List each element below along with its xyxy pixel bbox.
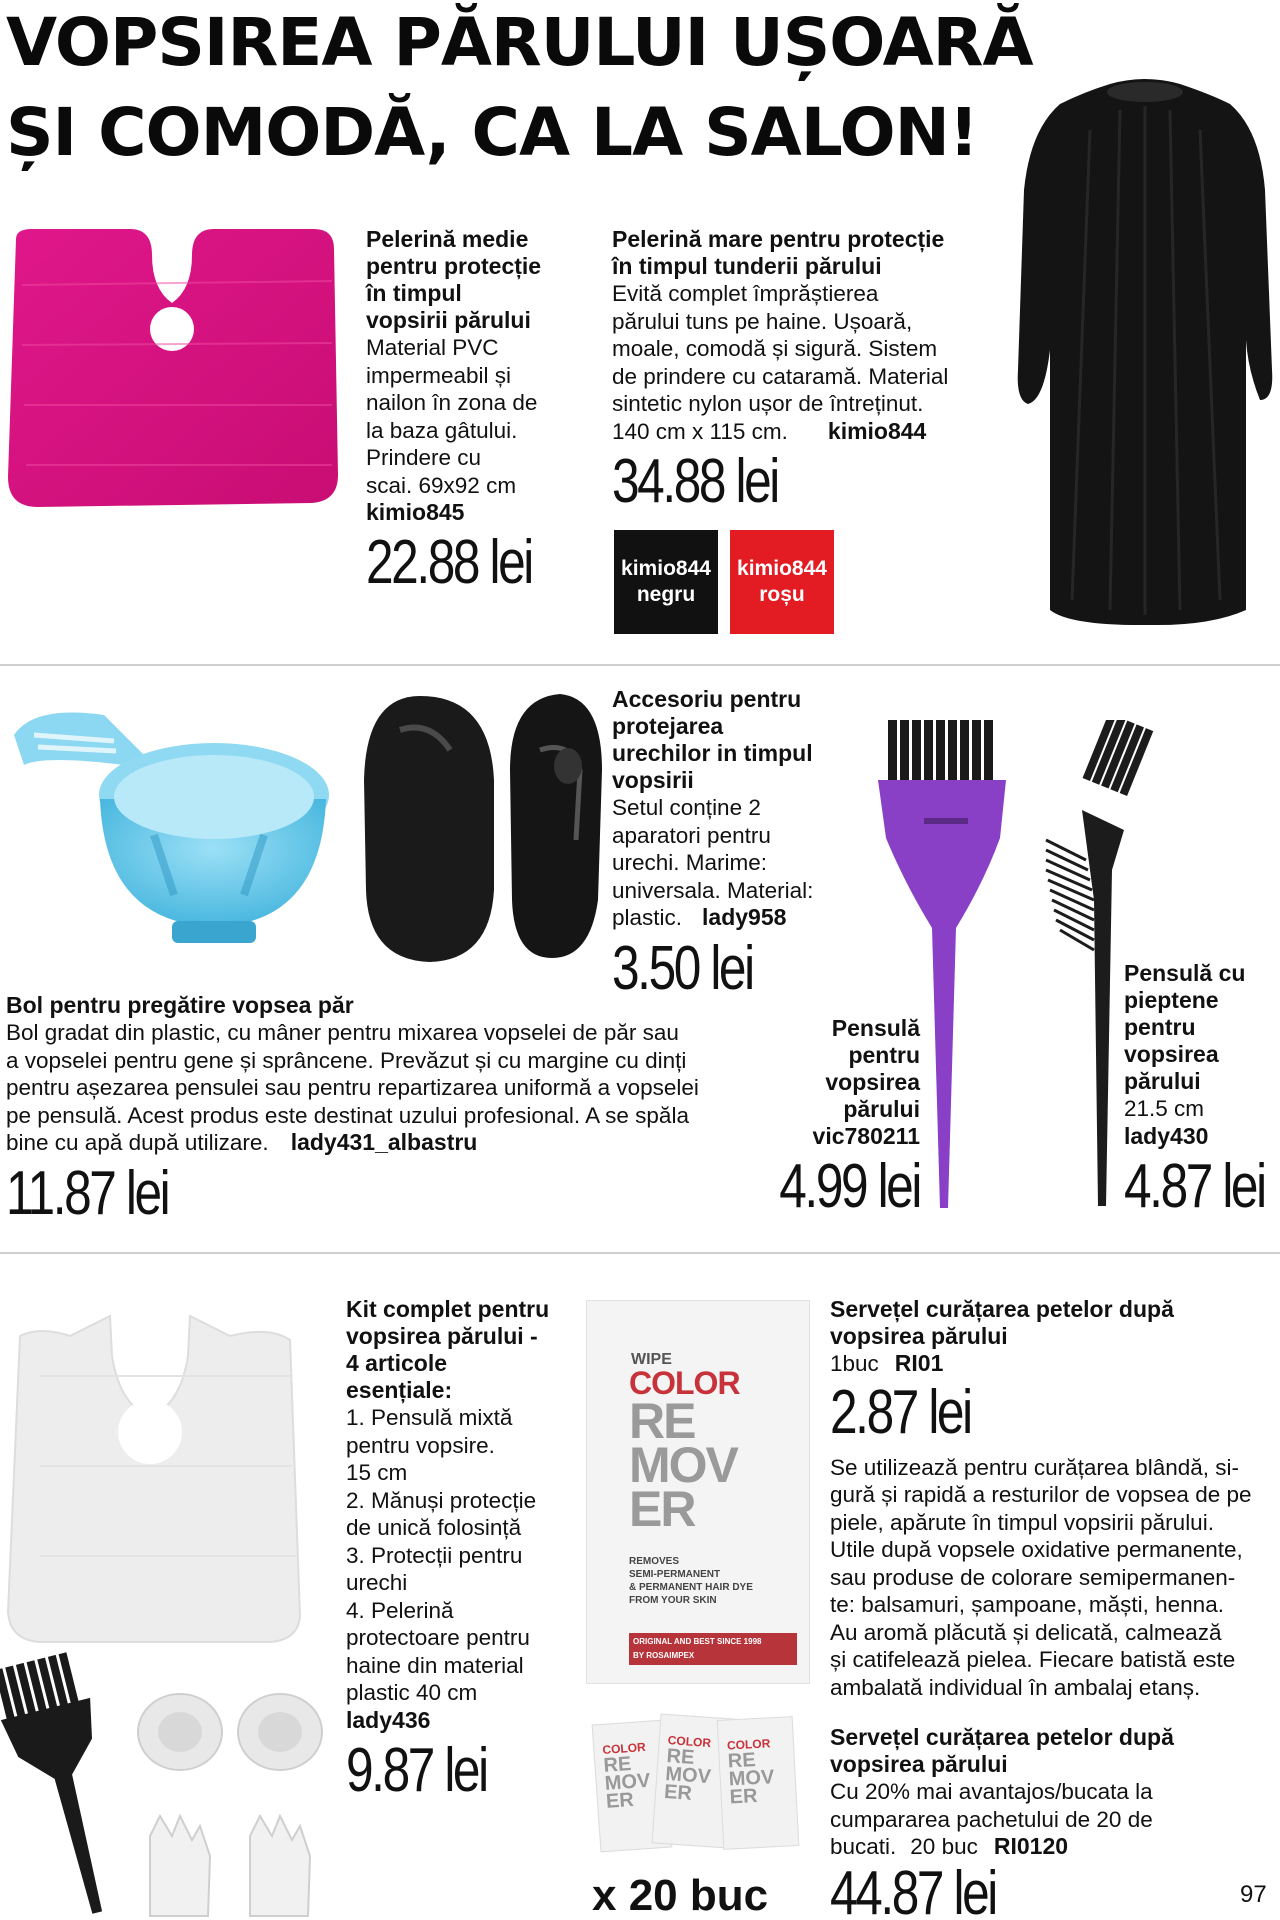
section-divider-1 bbox=[0, 664, 1280, 666]
ear-protector-price: 3.50 lei bbox=[612, 933, 753, 1003]
kit-description: 1. Pensulă mixtă pentru vopsire. 15 cm 2. Mănuși protecție de unică folosință 3. Protecții pentru urechi 4. Pelerină protectoare pentru haine din material plastic 40 cm bbox=[346, 1405, 537, 1705]
mini-packet-1-remover: RE MOV ER bbox=[602, 1753, 652, 1813]
cape-large-description: Evită complet împrăștierea părului tuns pe haine. Ușoară, moale, comodă și sigură. Sistem de prindere cu cataramă. Material sintetic nylon ușor de întreținut. 140 cm x 115 cm. kimio844 bbox=[612, 281, 949, 444]
ear-protector-description: Setul conține 2 aparatori pentru urechi. Marime: universala. Material: plastic. lady958 bbox=[612, 795, 814, 930]
cape-large-code: kimio844 bbox=[827, 417, 927, 444]
wipe-single-qty: 1buc bbox=[830, 1351, 879, 1376]
wipe-single-title: Servețel curățarea petelor după vopsirea părului bbox=[830, 1296, 1174, 1349]
mini-packet-3-remover: RE MOV ER bbox=[727, 1749, 775, 1809]
ear-protectors-image bbox=[340, 690, 610, 970]
cape-large-info bbox=[612, 226, 1002, 515]
mixing-bowl-image bbox=[4, 695, 334, 965]
kit-info bbox=[346, 1296, 586, 1804]
bowl-info bbox=[6, 992, 766, 1227]
ear-protector-code: lady958 bbox=[702, 904, 787, 930]
mini-packet-2-remover: RE MOV ER bbox=[663, 1745, 712, 1805]
mini-packet-3-color: COLOR bbox=[726, 1736, 771, 1753]
pink-cape-image bbox=[2, 225, 342, 515]
cape-medium-info bbox=[366, 226, 596, 596]
headline bbox=[6, 0, 1046, 178]
wipe-single-code: RI01 bbox=[894, 1350, 944, 1376]
page-number: 97 bbox=[1240, 1881, 1267, 1908]
multiplier-label: x 20 buc bbox=[592, 1871, 769, 1920]
cape-medium-description: Material PVC impermeabil și nailon în zona de la baza gâtului. Prindere cu scai. 69x92 cm bbox=[366, 335, 538, 498]
packet-removes-text: REMOVES SEMI-PERMANENT & PERMANENT HAIR DYE FROM YOUR SKIN bbox=[629, 1556, 753, 1606]
comb-brush-info bbox=[1124, 960, 1274, 1220]
variant-swatch-black[interactable]: kimio844 negru bbox=[614, 530, 718, 634]
brush-info bbox=[740, 1015, 920, 1220]
wipe-pack-code: RI0120 bbox=[993, 1833, 1069, 1859]
headline-line-1: VOPSIREA PĂRULUI UȘOARĂ bbox=[6, 4, 1033, 81]
wipe-pack-qty: 20 buc bbox=[910, 1834, 978, 1859]
comb-brush-code: lady430 bbox=[1124, 1122, 1209, 1149]
wipe-single-price: 2.87 lei bbox=[830, 1377, 971, 1447]
brush-price: 4.99 lei bbox=[779, 1152, 920, 1221]
cape-large-price: 34.88 lei bbox=[612, 447, 778, 516]
variant-swatch-red[interactable]: kimio844 roșu bbox=[730, 530, 834, 634]
comb-brush-title: Pensulă cu pieptene pentru vopsirea părului bbox=[1124, 960, 1246, 1094]
wipe-single-description: Se utilizează pentru curățarea blândă, si- gură și rapidă a resturilor de vopsea de pe piele, apărute în timpul vopsirii părului. Utile după vopsele oxidative permanente, sau produse de colorare semipermanen- te: balsamuri, șampoane, măști, henna. Au aromă plăcută și delicată, calmează și catifelează pielea. Fiecare batistă este ambalată individual în ambalaj etanș. bbox=[830, 1454, 1252, 1700]
ear-protector-info bbox=[612, 686, 842, 1002]
cape-medium-price: 22.88 lei bbox=[366, 528, 532, 597]
bowl-price: 11.87 lei bbox=[6, 1158, 169, 1228]
cape-medium-title: Pelerină medie pentru protecție în timpul vopsirii părului bbox=[366, 226, 542, 333]
kit-title: Kit complet pentru vopsirea părului - 4 articole esențiale: bbox=[346, 1296, 550, 1403]
section-divider-2 bbox=[0, 1252, 1280, 1254]
black-cape-image bbox=[1010, 70, 1280, 630]
wipe-pack-price: 44.87 lei bbox=[830, 1858, 996, 1920]
mini-packet-3 bbox=[717, 1716, 800, 1850]
wipe-pack-info bbox=[830, 1724, 1260, 1920]
bowl-description: Bol gradat din plastic, cu mâner pentru mixarea vopselei de păr sau a vopselei pentru gene și sprâncene. Prevăzut și cu margine cu dinți pentru așezarea pensulei sau pentru repartizarea uniformă a vopselei pe pensulă. Acest produs este destinat uzului profesional. A se spăla bine cu apă după utilizare. lady431_albastru bbox=[6, 1020, 699, 1155]
comb-brush-price: 4.87 lei bbox=[1124, 1151, 1265, 1221]
bowl-code: lady431_albastru bbox=[290, 1129, 478, 1155]
cape-medium-code: kimio845 bbox=[366, 499, 465, 525]
wipe-pack-description: Cu 20% mai avantajos/bucata la cumpararea pachetului de 20 de bucati. 20 buc RI0120 bbox=[830, 1779, 1153, 1859]
mini-packet-2-color: COLOR bbox=[667, 1733, 712, 1751]
cape-large-title: Pelerină mare pentru protecție în timpul tunderii părului bbox=[612, 226, 945, 279]
wipe-pack-title: Servețel curățarea petelor după vopsirea părului bbox=[830, 1724, 1174, 1777]
color-remover-packet bbox=[586, 1300, 810, 1684]
packet-banner: ORIGINAL AND BEST SINCE 1998 BY ROSAIMPEX bbox=[629, 1633, 797, 1665]
headline-line-2: ȘI COMODĂ, CA LA SALON! bbox=[6, 94, 978, 171]
comb-brush-description: 21.5 cm bbox=[1124, 1096, 1205, 1121]
kit-image bbox=[0, 1296, 330, 1920]
kit-price: 9.87 lei bbox=[346, 1735, 487, 1805]
packet-wipe-label: WIPE bbox=[631, 1351, 672, 1368]
wipe-single-info bbox=[830, 1296, 1276, 1701]
packet-color-label: COLOR bbox=[629, 1365, 740, 1401]
kit-code: lady436 bbox=[346, 1706, 431, 1733]
packet-remover-label: RE MOV ER bbox=[629, 1393, 737, 1537]
brush-code: vic780211 bbox=[812, 1123, 920, 1149]
mini-packet-1-color: COLOR bbox=[601, 1739, 647, 1757]
bowl-title: Bol pentru pregătire vopsea păr bbox=[6, 992, 354, 1018]
brush-title: Pensulă pentru vopsirea părului bbox=[825, 1015, 920, 1122]
ear-protector-title: Accesoriu pentru protejarea urechilor in timpul vopsirii bbox=[612, 686, 813, 793]
